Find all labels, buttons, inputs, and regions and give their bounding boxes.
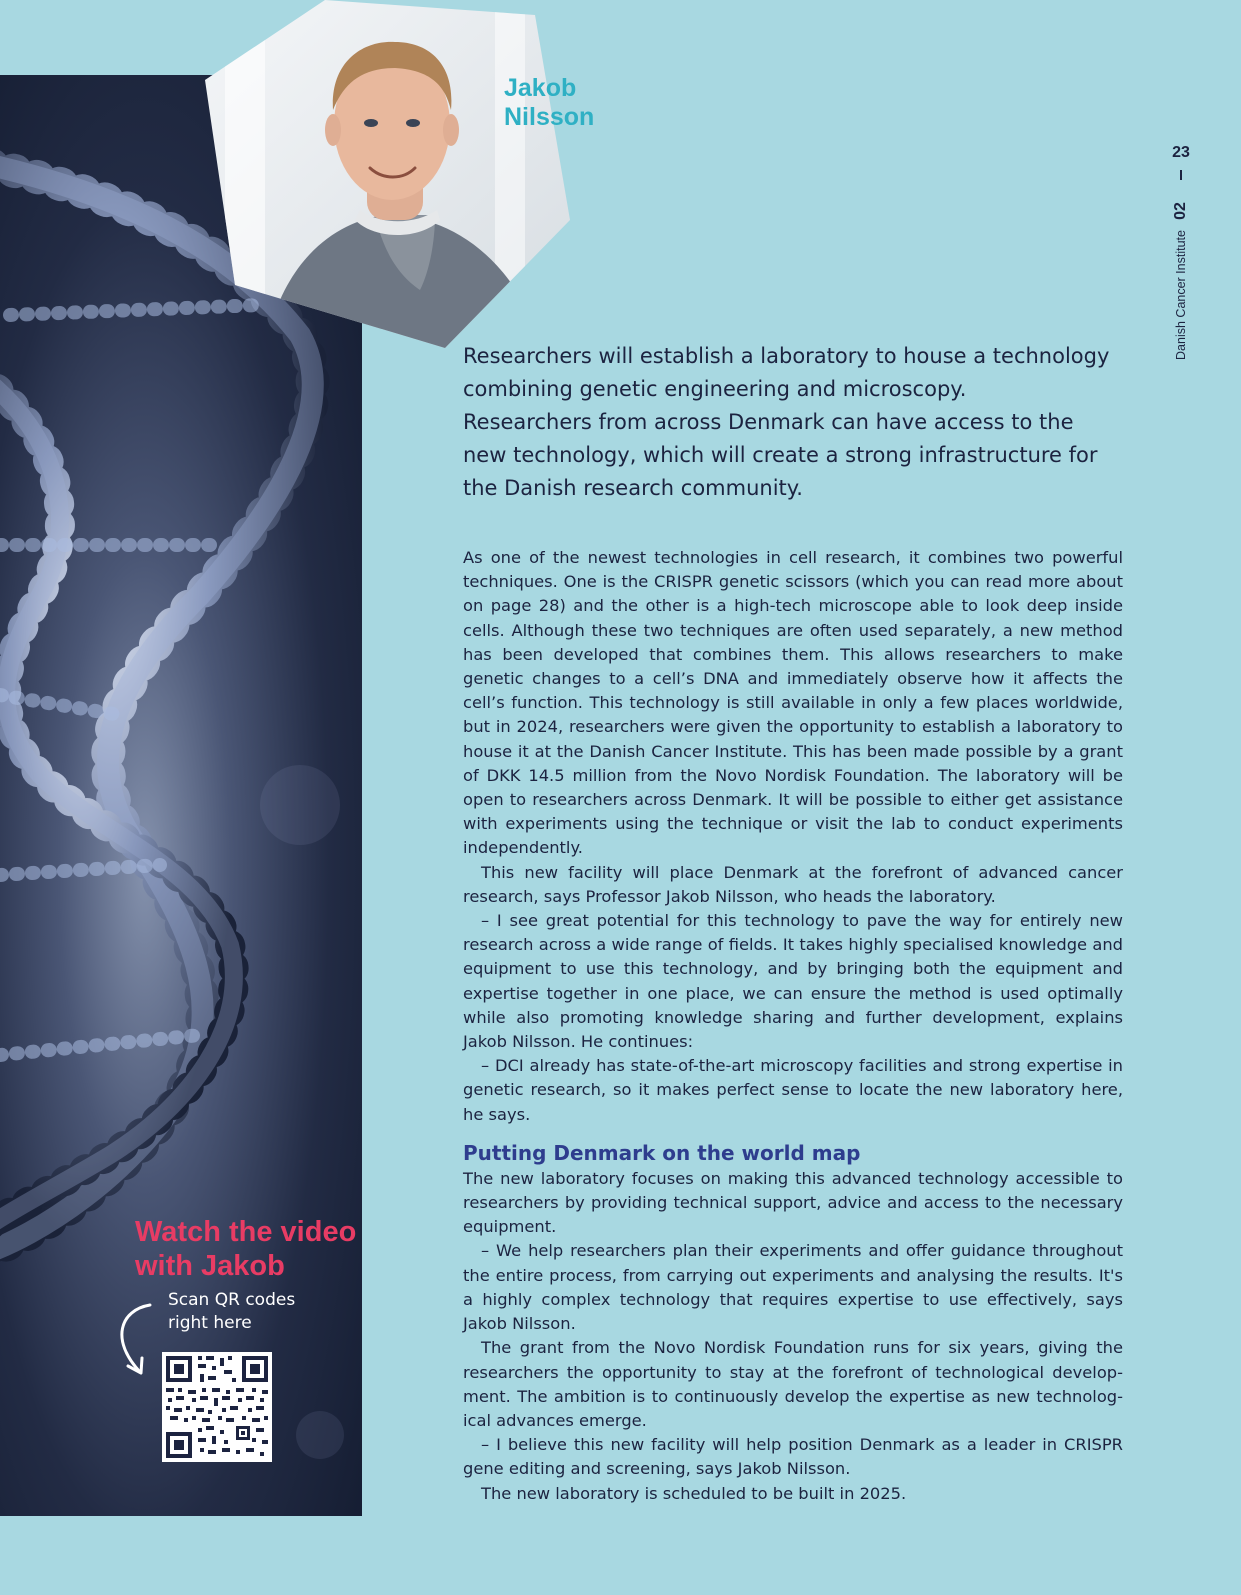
qr-code[interactable]	[162, 1352, 272, 1462]
scan-line-2: right here	[168, 1313, 252, 1333]
institute-name: Danish Cancer Institute	[1174, 230, 1188, 360]
person-name	[504, 74, 594, 132]
lead-paragraph-2: Researchers from across Denmark can have access to the new technology, which will create a strong infrastructure for the Danish research community.	[463, 410, 1098, 500]
person-last-name: Nilsson	[504, 103, 595, 131]
body-paragraph: – DCI already has state-of-the-art microscopy facilities and strong expertise in genetic research, so it makes perfect sense to locate the new laboratory here, he says.	[463, 1056, 1123, 1124]
scan-line-1: Scan QR codes	[168, 1290, 296, 1310]
video-title-line-1: Watch the video	[135, 1216, 357, 1248]
lead-paragraph-1: Researchers will establish a laboratory to house a technology combining genetic engineering and microscopy.	[463, 344, 1110, 401]
article-body	[463, 546, 1123, 1506]
lead-text	[463, 340, 1123, 505]
page-number: 23	[1172, 144, 1190, 161]
body-paragraph: The new laboratory is scheduled to be built in 2025.	[481, 1483, 907, 1503]
body-paragraph: The new laboratory focuses on making this advanced technology accessible to researchers by providing technical support, advice and access to the necessary equipment.	[463, 1168, 1123, 1237]
person-first-name: Jakob	[504, 74, 577, 102]
curved-arrow-icon	[110, 1300, 160, 1380]
body-paragraph: The grant from the Novo Nordisk Foundation runs for six years, giving the researchers the opportunity to stay at the forefront of technological develop-ment. The ambition is to continuously develop the expertise as new technolog-ical advances emerge.	[463, 1338, 1123, 1430]
side-marker-divider	[1180, 170, 1182, 180]
section-heading: Putting Denmark on the world map	[463, 1140, 861, 1165]
body-paragraph: This new facility will place Denmark at the forefront of advanced cancer research, says Professor Jakob Nilsson, who heads the laboratory.	[463, 862, 1123, 906]
side-marker	[1155, 140, 1207, 380]
scan-instruction	[168, 1289, 348, 1335]
body-paragraph: As one of the newest technologies in cell research, it combines two powerful techniques. One is the CRISPR genetic scissors (which you can read more about on page 28) and the other is a high-tech microscope able to look deep inside cells. Although these two techniques are often used separately, a new method has been developed that combines them. This allows researchers to make genetic changes to a cell’s DNA and immediately observe how it affects the cell’s function. This technology is still available in only a few places worldwide, but in 2024, researchers were given the opportunity to establish a laboratory to house it at the Danish Cancer Institute. This has been made possible by a grant of DKK 14.5 million from the Novo Nordisk Foundation. The laboratory will be open to researchers across Denmark. It will be possible to either get assistance with experiments using the technique or visit the lab to conduct experiments independently.	[463, 548, 1123, 858]
body-paragraph: – We help researchers plan their experiments and offer guidance throughout the entire process, from carrying out experiments and analysing the results. It's a highly complex technology that requires expertise to use effectively, says Jakob Nilsson.	[463, 1241, 1123, 1334]
video-callout-title	[135, 1215, 395, 1283]
portrait-photo	[205, 0, 570, 348]
body-paragraph: – I see great potential for this technology to pave the way for entirely new research across a wide range of fields. It takes highly specialised knowledge and equipment to use this technology, and by bringing both the equipment and expertise together in one place, we can ensure the method is used optimally while also promoting knowledge sharing and further development, explains Jakob Nilsson. He continues:	[463, 911, 1123, 1052]
section-number: 02	[1172, 202, 1189, 220]
video-title-line-2: with Jakob	[135, 1250, 285, 1282]
body-paragraph: – I believe this new facility will help position Denmark as a leader in CRISPR gene editing and screening, says Jakob Nilsson.	[463, 1435, 1123, 1479]
